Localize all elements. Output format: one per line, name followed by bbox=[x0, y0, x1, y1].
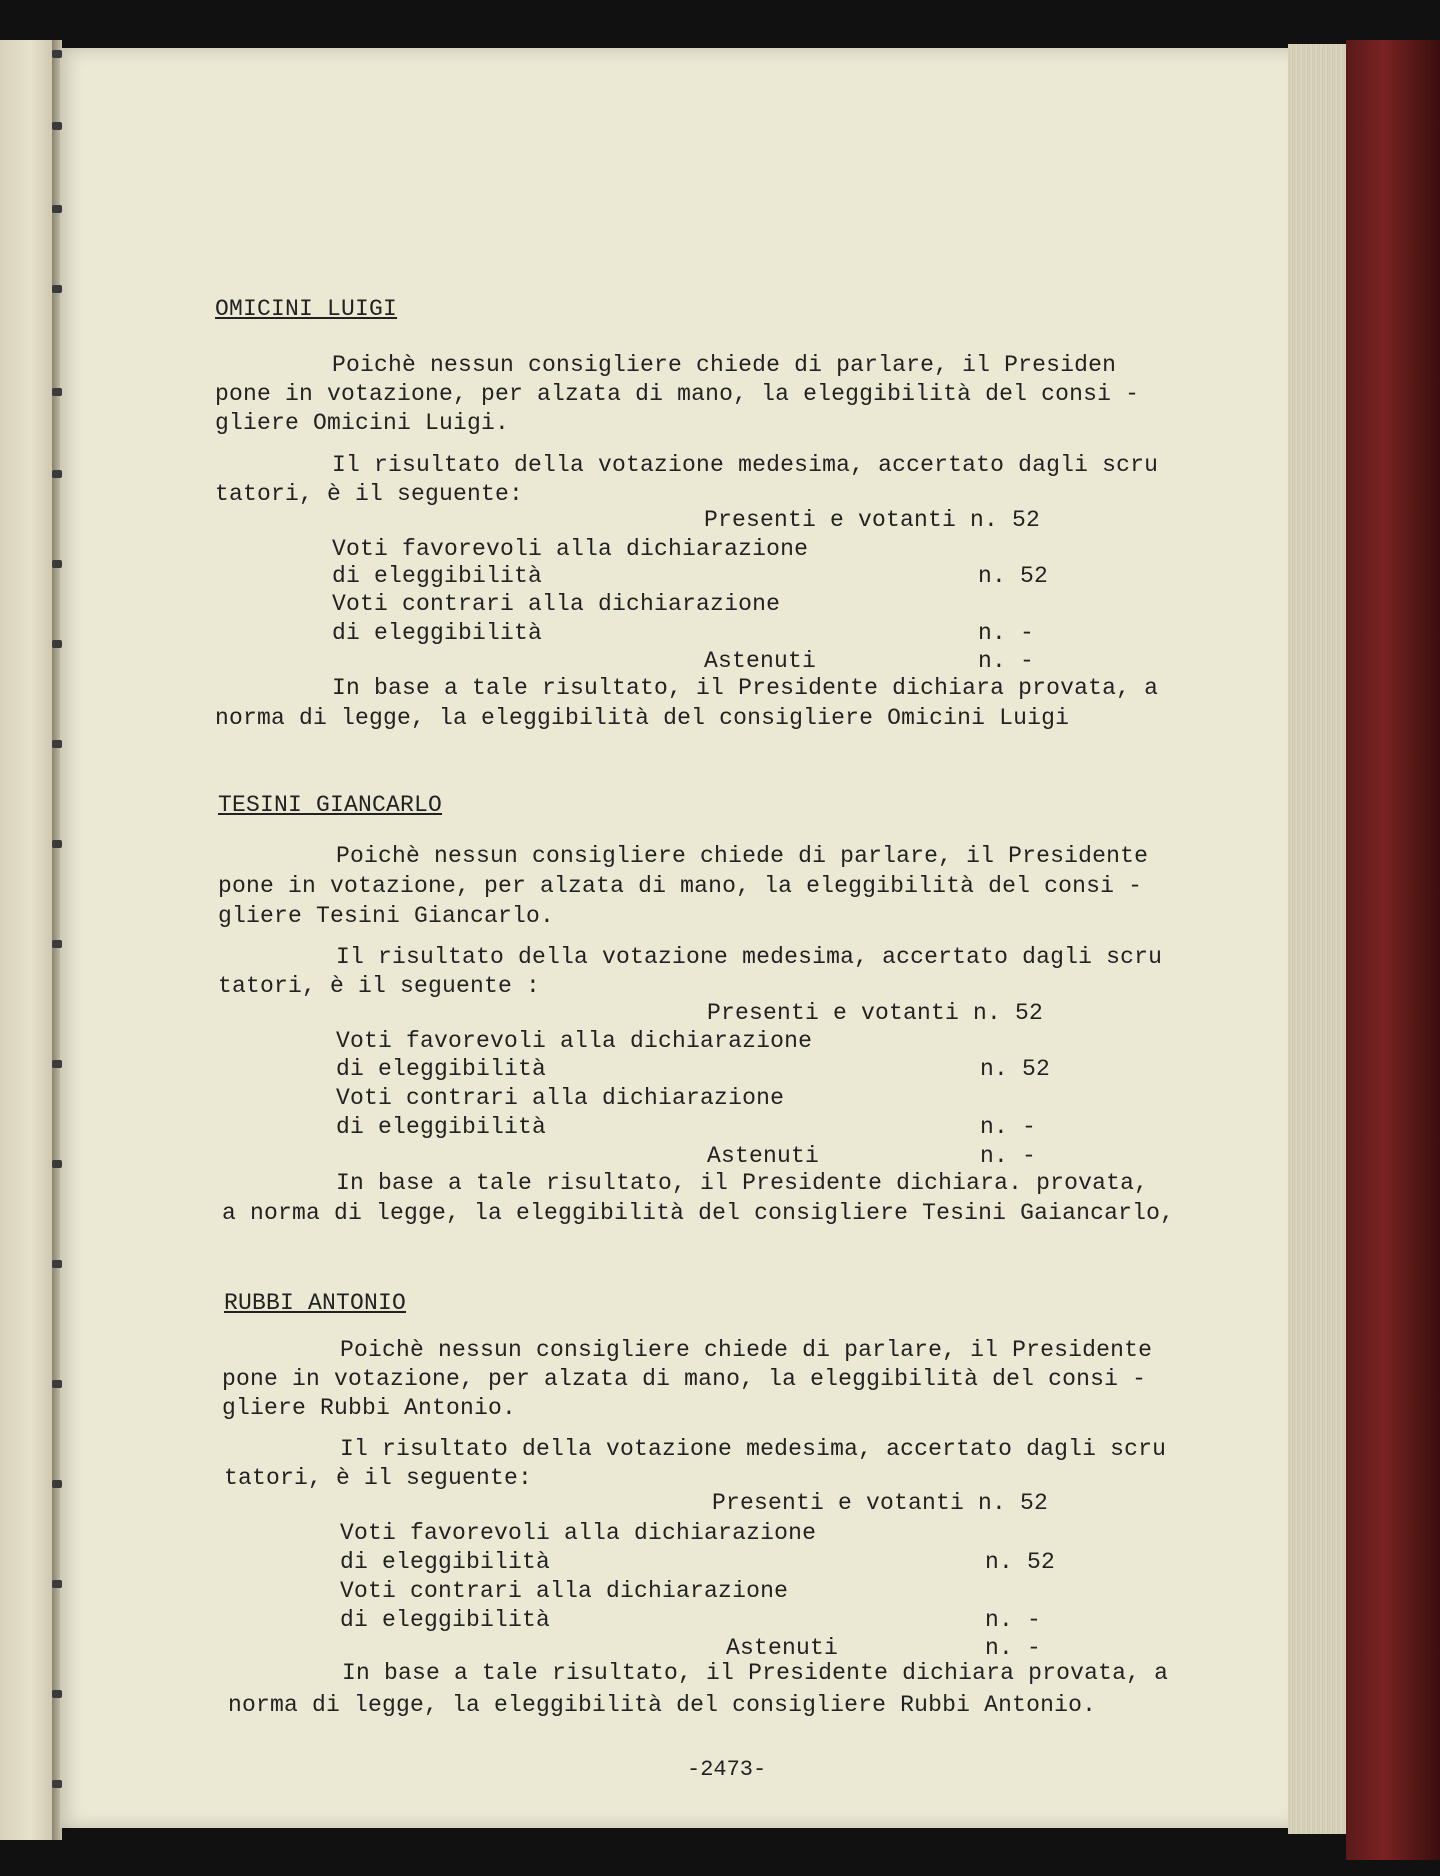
section-heading: RUBBI ANTONIO bbox=[224, 1290, 407, 1316]
result-line: Il risultato della votazione medesima, accertato dagli scru bbox=[336, 944, 1163, 970]
intro-line: gliere Rubbi Antonio. bbox=[222, 1395, 517, 1421]
contrari-label: Voti contrari alla dichiarazione bbox=[336, 1085, 785, 1111]
result-line: tatori, è il seguente: bbox=[215, 481, 524, 507]
contrari-value: n. - bbox=[985, 1607, 1042, 1633]
presenti-votanti: Presenti e votanti n. 52 bbox=[712, 1490, 1049, 1516]
presenti-votanti: Presenti e votanti n. 52 bbox=[707, 1000, 1044, 1026]
favorevoli-label: di eleggibilità bbox=[340, 1549, 551, 1575]
favorevoli-value: n. 52 bbox=[980, 1056, 1051, 1082]
intro-line: gliere Tesini Giancarlo. bbox=[218, 903, 555, 929]
final-line: norma di legge, la eleggibilità del consigliere Omicini Luigi bbox=[215, 705, 1070, 731]
left-page-edge bbox=[0, 40, 52, 1840]
intro-line: Poichè nessun consigliere chiede di parlare, il Presidente bbox=[340, 1337, 1153, 1363]
page-edges bbox=[1288, 44, 1348, 1834]
contrari-label: di eleggibilità bbox=[340, 1607, 551, 1633]
astenuti-value: n. - bbox=[985, 1635, 1042, 1661]
book-cover bbox=[1346, 40, 1440, 1860]
favorevoli-label: di eleggibilità bbox=[332, 563, 543, 589]
section-heading: TESINI GIANCARLO bbox=[218, 792, 443, 818]
contrari-label: di eleggibilità bbox=[336, 1114, 547, 1140]
favorevoli-label: Voti favorevoli alla dichiarazione bbox=[336, 1028, 813, 1054]
contrari-label: Voti contrari alla dichiarazione bbox=[332, 591, 781, 617]
final-line: In base a tale risultato, il Presidente dichiara provata, a bbox=[342, 1660, 1169, 1686]
intro-line: Poichè nessun consigliere chiede di parlare, il Presidente bbox=[336, 843, 1149, 869]
presenti-votanti: Presenti e votanti n. 52 bbox=[704, 507, 1041, 533]
astenuti-value: n. - bbox=[978, 648, 1035, 674]
intro-line: Poichè nessun consigliere chiede di parlare, il Presiden bbox=[332, 352, 1117, 378]
result-line: tatori, è il seguente: bbox=[224, 1465, 533, 1491]
final-line: In base a tale risultato, il Presidente dichiara. provata, bbox=[336, 1170, 1149, 1196]
favorevoli-label: di eleggibilità bbox=[336, 1056, 547, 1082]
favorevoli-label: Voti favorevoli alla dichiarazione bbox=[332, 536, 809, 562]
result-line: Il risultato della votazione medesima, accertato dagli scru bbox=[332, 452, 1159, 478]
astenuti-label: Astenuti bbox=[704, 648, 817, 674]
favorevoli-value: n. 52 bbox=[978, 563, 1049, 589]
page-number: -2473- bbox=[687, 1757, 767, 1782]
result-line: Il risultato della votazione medesima, accertato dagli scru bbox=[340, 1436, 1167, 1462]
result-line: tatori, è il seguente : bbox=[218, 973, 541, 999]
astenuti-label: Astenuti bbox=[726, 1635, 839, 1661]
contrari-value: n. - bbox=[978, 620, 1035, 646]
final-line: norma di legge, la eleggibilità del consigliere Rubbi Antonio. bbox=[228, 1692, 1097, 1718]
contrari-label: di eleggibilità bbox=[332, 620, 543, 646]
contrari-value: n. - bbox=[980, 1114, 1037, 1140]
astenuti-value: n. - bbox=[980, 1143, 1037, 1169]
intro-line: pone in votazione, per alzata di mano, la eleggibilità del consi - bbox=[215, 381, 1140, 407]
intro-line: pone in votazione, per alzata di mano, la eleggibilità del consi - bbox=[218, 873, 1143, 899]
contrari-label: Voti contrari alla dichiarazione bbox=[340, 1578, 789, 1604]
favorevoli-value: n. 52 bbox=[985, 1549, 1056, 1575]
section-heading: OMICINI LUIGI bbox=[215, 296, 398, 322]
astenuti-label: Astenuti bbox=[707, 1143, 820, 1169]
intro-line: gliere Omicini Luigi. bbox=[215, 410, 510, 436]
favorevoli-label: Voti favorevoli alla dichiarazione bbox=[340, 1520, 817, 1546]
final-line: a norma di legge, la eleggibilità del consigliere Tesini Gaiancarlo, bbox=[222, 1200, 1175, 1226]
intro-line: pone in votazione, per alzata di mano, la eleggibilità del consi - bbox=[222, 1366, 1147, 1392]
final-line: In base a tale risultato, il Presidente dichiara provata, a bbox=[332, 675, 1159, 701]
